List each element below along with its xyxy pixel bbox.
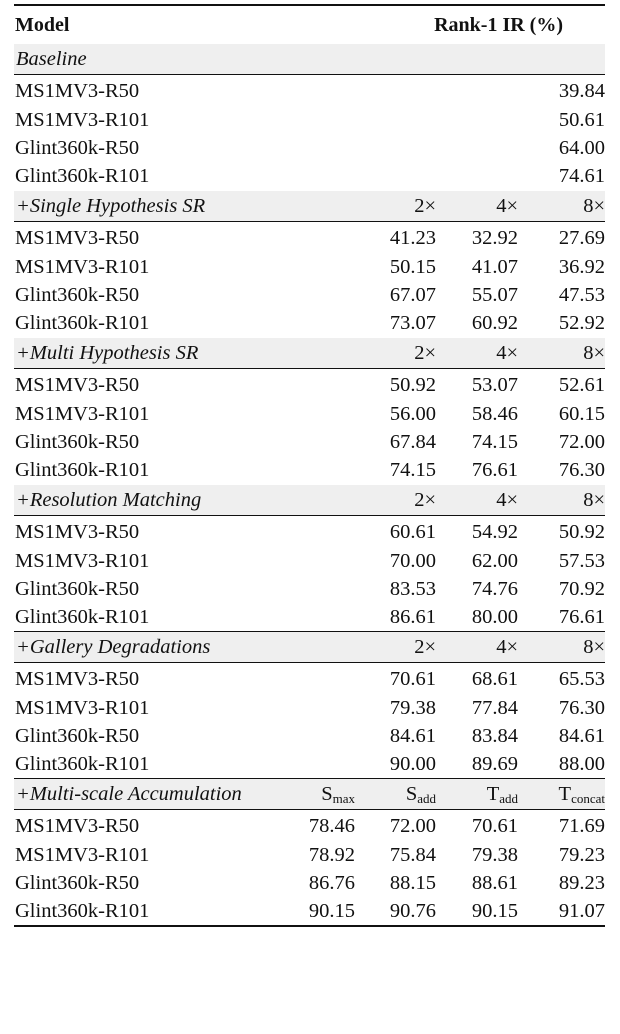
score-cell: 76.30 [558,459,605,482]
accumulation-column-header [406,779,436,814]
column-symbol: T [558,783,572,806]
table-row [14,371,605,399]
score-cell: 64.00 [558,136,605,159]
score-cell: 88.15 [389,871,436,894]
score-cell: 52.92 [558,312,605,335]
score-cell: 60.92 [471,312,518,335]
table-row [14,456,605,484]
model-name: Glint360k-R50 [15,283,140,306]
scale-column-header: 2× [414,342,436,365]
section-label: +Multi-scale Accumulation [16,783,242,806]
section-label: Baseline [16,48,87,71]
score-cell: 70.61 [389,668,436,691]
scale-column-header: 4× [496,195,518,218]
model-column-header: Model [15,13,70,36]
accumulation-column-header [487,779,518,814]
table-body [14,44,605,926]
table-row [14,224,605,252]
section-label: +Gallery Degradations [16,636,211,659]
section-header [14,44,605,74]
score-cell: 80.00 [471,606,518,629]
score-cell: 41.07 [471,255,518,278]
table-row [14,309,605,337]
model-name: MS1MV3-R101 [15,843,150,866]
table-row [14,665,605,693]
model-name: Glint360k-R101 [15,900,150,923]
table-row [14,77,605,105]
section-header [14,338,605,368]
score-cell: 56.00 [389,402,436,425]
column-symbol: T [486,783,500,806]
table-row [14,400,605,428]
model-name: MS1MV3-R50 [15,815,140,838]
model-name: MS1MV3-R50 [15,668,140,691]
scale-column-header: 4× [496,489,518,512]
score-cell: 39.84 [558,80,605,103]
score-cell: 50.92 [558,521,605,544]
section-header [14,485,605,515]
score-cell: 52.61 [558,374,605,397]
score-cell: 60.15 [558,402,605,425]
table-row [14,812,605,840]
model-name: MS1MV3-R101 [15,402,150,425]
score-cell: 74.15 [389,459,436,482]
score-cell: 84.61 [558,724,605,747]
scale-column-header: 2× [414,636,436,659]
model-name: MS1MV3-R50 [15,80,140,103]
score-cell: 74.15 [471,430,518,453]
section-header [14,632,605,662]
table-row [14,869,605,897]
score-cell: 53.07 [471,374,518,397]
table-row [14,547,605,575]
score-cell: 88.61 [471,871,518,894]
score-cell: 57.53 [558,549,605,572]
score-cell: 88.00 [558,753,605,776]
score-cell: 78.92 [308,843,355,866]
table-row [14,722,605,750]
score-cell: 84.61 [389,724,436,747]
column-symbol: S [405,783,418,806]
section-header [14,779,605,809]
accumulation-column-header [559,779,605,814]
column-symbol: S [321,783,333,806]
model-name: Glint360k-R101 [15,459,150,482]
section-rows [14,369,605,484]
table-row [14,428,605,456]
score-cell: 67.07 [389,283,436,306]
section-header [14,191,605,221]
score-cell: 36.92 [558,255,605,278]
metric-column-header: Rank-1 IR (%) [434,13,563,36]
score-cell: 75.84 [389,843,436,866]
header-row [14,6,605,44]
score-cell: 70.92 [558,577,605,600]
results-table [14,2,605,927]
model-name: MS1MV3-R50 [15,521,140,544]
score-cell: 83.53 [389,577,436,600]
section-label: +Single Hypothesis SR [16,195,206,218]
scale-column-header: 8× [583,342,605,365]
score-cell: 68.61 [471,668,518,691]
section-label: +Resolution Matching [16,489,202,512]
scale-column-header: 8× [583,489,605,512]
scale-column-header: 4× [496,342,518,365]
column-subscript: add [417,791,436,807]
score-cell: 74.76 [471,577,518,600]
score-cell: 78.46 [308,815,355,838]
score-cell: 76.61 [558,606,605,629]
score-cell: 90.15 [471,900,518,923]
score-cell: 62.00 [471,549,518,572]
score-cell: 74.61 [558,165,605,188]
score-cell: 73.07 [389,312,436,335]
score-cell: 79.23 [558,843,605,866]
bottom-rule [14,925,605,927]
model-name: Glint360k-R101 [15,312,150,335]
score-cell: 72.00 [389,815,436,838]
score-cell: 65.53 [558,668,605,691]
scale-column-header: 2× [414,195,436,218]
score-cell: 86.61 [389,606,436,629]
model-name: MS1MV3-R101 [15,108,150,131]
score-cell: 58.46 [471,402,518,425]
model-name: MS1MV3-R50 [15,227,140,250]
accumulation-column-header [321,779,355,814]
scale-column-header: 4× [496,636,518,659]
model-name: MS1MV3-R101 [15,255,150,278]
table-row [14,162,605,190]
section-rows [14,75,605,190]
score-cell: 79.38 [389,696,436,719]
score-cell: 89.23 [558,871,605,894]
model-name: Glint360k-R101 [15,165,150,188]
table-row [14,694,605,722]
score-cell: 71.69 [558,815,605,838]
score-cell: 47.53 [558,283,605,306]
section-rows [14,810,605,925]
score-cell: 90.15 [308,900,355,923]
score-cell: 50.61 [558,108,605,131]
model-name: Glint360k-R50 [15,430,140,453]
score-cell: 70.00 [389,549,436,572]
scale-column-header: 8× [583,636,605,659]
score-cell: 89.69 [471,753,518,776]
score-cell: 54.92 [471,521,518,544]
score-cell: 50.92 [389,374,436,397]
score-cell: 27.69 [558,227,605,250]
table-row [14,106,605,134]
table-row [14,253,605,281]
score-cell: 41.23 [389,227,436,250]
column-subscript: max [332,791,355,807]
score-cell: 77.84 [471,696,518,719]
model-name: MS1MV3-R101 [15,549,150,572]
score-cell: 72.00 [558,430,605,453]
score-cell: 70.61 [471,815,518,838]
score-cell: 67.84 [389,430,436,453]
score-cell: 79.38 [471,843,518,866]
scale-column-header: 8× [583,195,605,218]
column-subscript: concat [571,791,605,807]
model-name: Glint360k-R50 [15,724,140,747]
model-name: MS1MV3-R101 [15,696,150,719]
table-row [14,281,605,309]
table-row [14,603,605,631]
section-label: +Multi Hypothesis SR [16,342,199,365]
score-cell: 86.76 [308,871,355,894]
table-row [14,750,605,778]
score-cell: 76.61 [471,459,518,482]
model-name: Glint360k-R50 [15,136,140,159]
model-name: Glint360k-R50 [15,871,140,894]
score-cell: 32.92 [471,227,518,250]
section-rows [14,663,605,778]
table-row [14,841,605,869]
score-cell: 90.00 [389,753,436,776]
scale-column-header: 2× [414,489,436,512]
score-cell: 83.84 [471,724,518,747]
table-row [14,575,605,603]
score-cell: 50.15 [389,255,436,278]
model-name: Glint360k-R50 [15,577,140,600]
section-rows [14,516,605,631]
score-cell: 60.61 [389,521,436,544]
model-name: MS1MV3-R50 [15,374,140,397]
score-cell: 55.07 [471,283,518,306]
score-cell: 91.07 [558,900,605,923]
table-row [14,518,605,546]
section-rows [14,222,605,337]
table-row [14,897,605,925]
model-name: Glint360k-R101 [15,606,150,629]
model-name: Glint360k-R101 [15,753,150,776]
score-cell: 90.76 [389,900,436,923]
column-subscript: add [499,791,518,807]
score-cell: 76.30 [558,696,605,719]
table-row [14,134,605,162]
